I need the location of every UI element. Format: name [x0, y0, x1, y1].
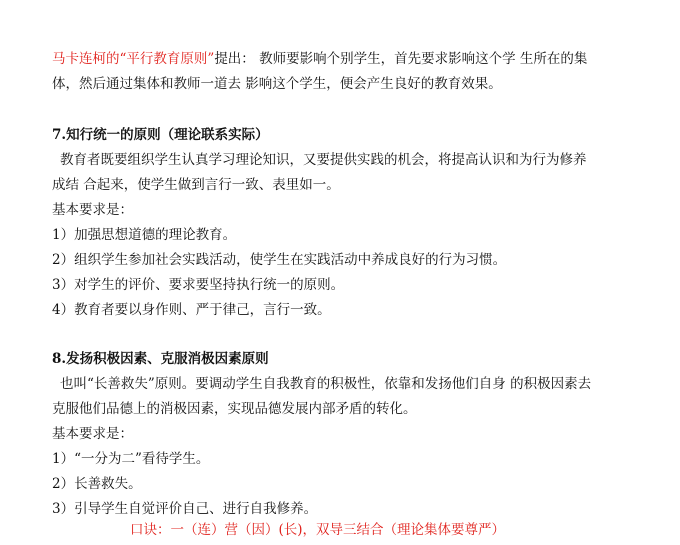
section-7-heading: 7.知行统一的原则（理论联系实际）: [52, 127, 269, 143]
intro-text: 提出： 教师要影响个别学生，首先要求影响这个学 生所在的集: [214, 51, 588, 67]
section-8-requirement: 2）长善救失。: [52, 476, 142, 492]
section-7-requirement: 1）加强思想道德的理论教育。: [52, 227, 237, 243]
mnemonic: 口诀：一（连）营（因）(长)，双导三结合（理论集体要尊严）: [130, 522, 506, 538]
intro-line-2: 体，然后通过集体和教师一道去 影响这个学生，便会产生良好的教育效果。: [52, 76, 502, 92]
section-8-paragraph-line-2: 克服他们品德上的消极因素，实现品德发展内部矛盾的转化。: [52, 401, 417, 417]
section-7-requirements-label: 基本要求是：: [52, 202, 133, 218]
section-7-requirement: 4）教育者要以身作则、严于律己，言行一致。: [52, 302, 331, 318]
section-8-paragraph-line-1: 也叫“长善救失”原则。要调动学生自我教育的积极性，依靠和发扬他们自身 的积极因素去: [60, 376, 592, 392]
section-7-requirement: 2）组织学生参加社会实践活动，使学生在实践活动中养成良好的行为习惯。: [52, 252, 507, 268]
section-8-requirement: 3）引导学生自觉评价自己、进行自我修养。: [52, 501, 318, 517]
section-8-requirements-label: 基本要求是：: [52, 426, 133, 442]
intro-line-1: [52, 50, 587, 68]
section-7-paragraph-line-1: 教育者既要组织学生认真学习理论知识，又要提供实践的机会，将提高认识和为行为修养: [60, 152, 587, 168]
section-7-paragraph-line-2: 成结 合起来，使学生做到言行一致、表里如一。: [52, 177, 340, 193]
section-8-requirement: 1）“一分为二”看待学生。: [52, 451, 210, 467]
section-8-heading: 8.发扬积极因素、克服消极因素原则: [52, 351, 269, 367]
section-7-requirement: 3）对学生的评价、要求要坚持执行统一的原则。: [52, 277, 345, 293]
intro-highlight: 马卡连柯的“平行教育原则”: [52, 51, 215, 67]
